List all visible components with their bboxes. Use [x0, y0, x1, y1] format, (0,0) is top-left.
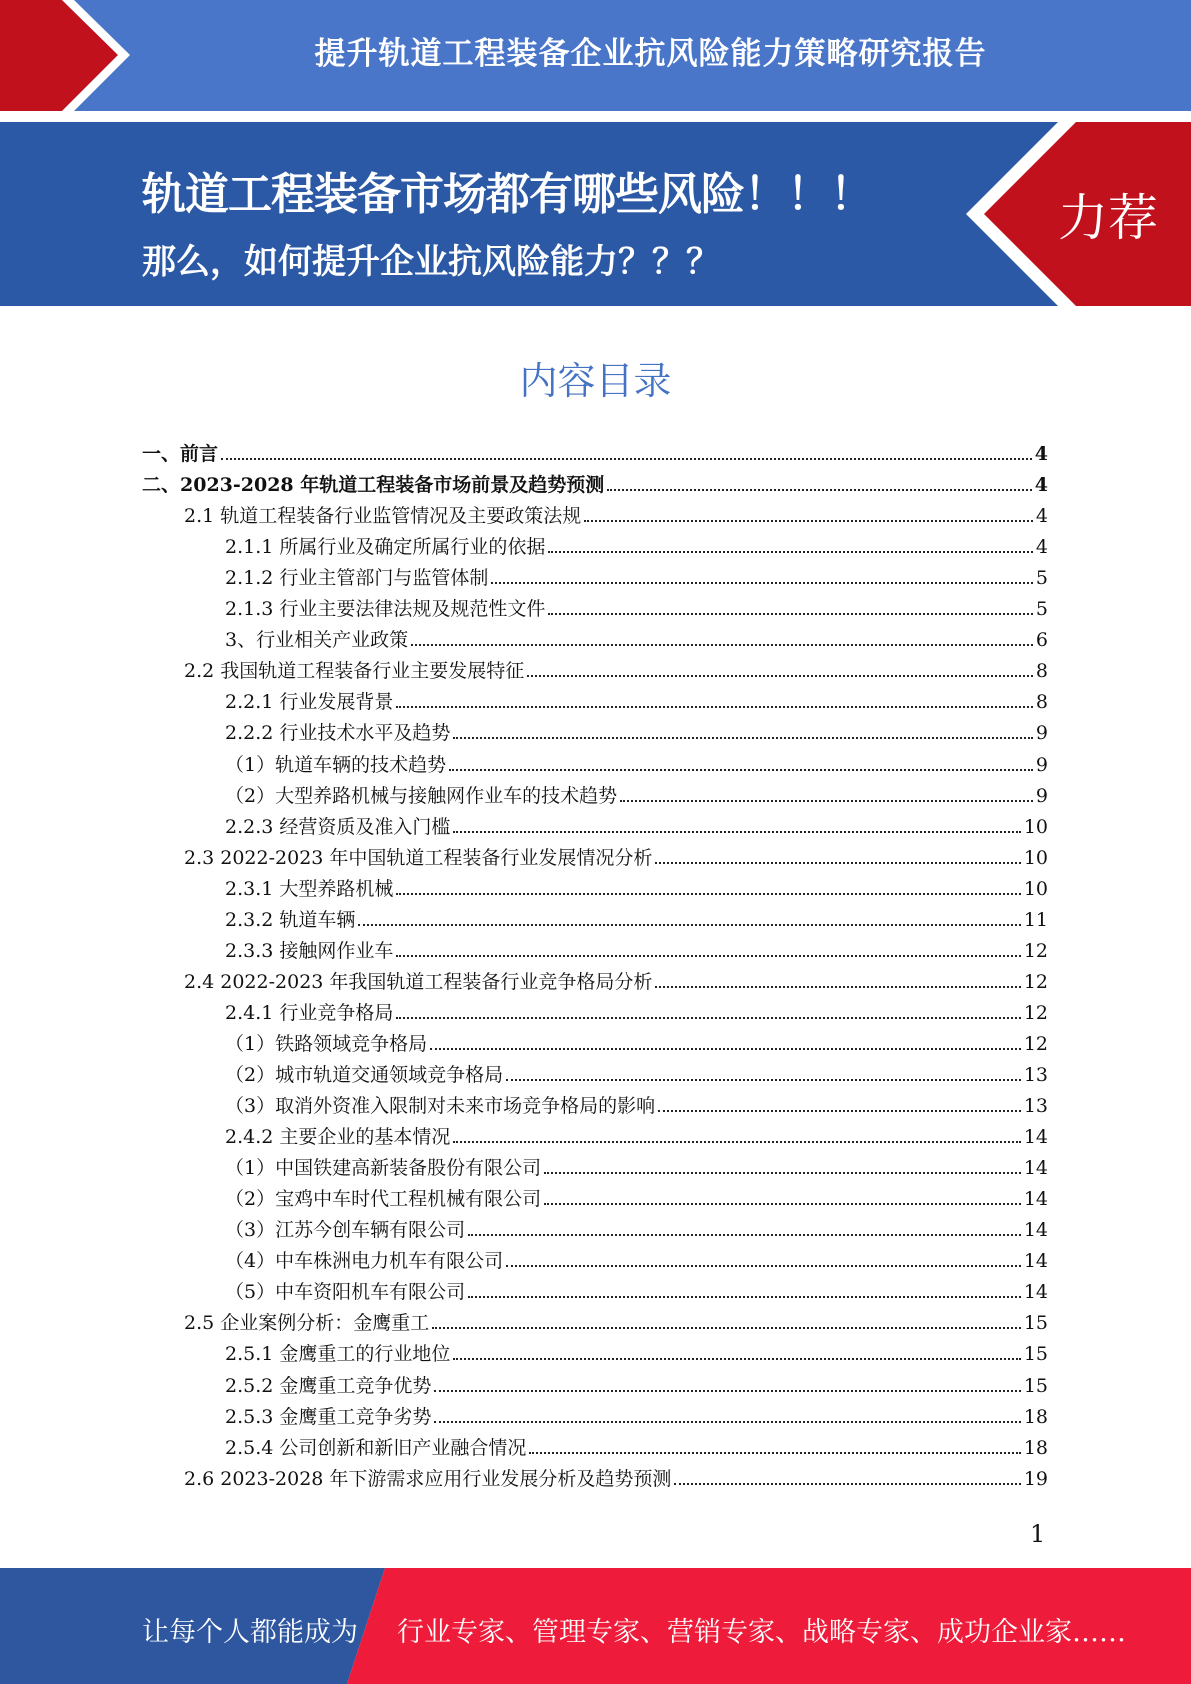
toc-entry-page: 13	[1023, 1064, 1048, 1086]
toc-entry[interactable]	[225, 682, 1048, 713]
toc-leader-dots	[411, 644, 1033, 646]
toc-entry-title: 2.5 企业案例分析：金鹰重工	[184, 1312, 430, 1335]
toc-entry[interactable]	[184, 1303, 1048, 1334]
toc-leader-dots	[358, 924, 1020, 926]
toc-entry[interactable]	[225, 1397, 1048, 1428]
toc-leader-dots	[432, 1327, 1021, 1329]
toc-entry-page: 11	[1023, 908, 1048, 931]
toc-entry-title: 2.1 轨道工程装备行业监管情况及主要政策法规	[184, 505, 582, 528]
toc-entry-title: 2.3 2022-2023 年中国轨道工程装备行业发展情况分析	[184, 846, 653, 869]
toc-entry-title: 3、行业相关产业政策	[225, 629, 409, 652]
toc-entry-page: 4	[1034, 443, 1048, 465]
toc-entry-title: 2.3.2 轨道车辆	[225, 908, 356, 931]
toc-title: 内容目录	[519, 359, 672, 403]
toc-entry-page: 12	[1023, 939, 1048, 962]
toc-entry[interactable]	[142, 434, 1048, 465]
toc-entry-title: 一、前言	[142, 443, 219, 465]
toc-entry[interactable]	[225, 776, 1048, 807]
toc-entry-title: 2.2.3 经营资质及准入门槛	[225, 815, 451, 838]
toc-leader-dots	[548, 613, 1033, 615]
toc-entry-title: （3）江苏今创车辆有限公司	[225, 1219, 466, 1242]
toc-entry-title: （1）轨道车辆的技术趋势	[225, 753, 447, 776]
toc-entry[interactable]	[225, 1272, 1048, 1303]
toc-entry[interactable]	[225, 807, 1048, 838]
toc-leader-dots	[468, 1234, 1021, 1236]
toc-entry[interactable]	[225, 527, 1048, 558]
toc-entry[interactable]	[184, 1459, 1048, 1490]
toc-entry-page: 8	[1035, 691, 1048, 714]
toc-entry-page: 15	[1023, 1343, 1048, 1366]
toc-entry[interactable]	[225, 713, 1048, 744]
toc-entry-page: 18	[1023, 1436, 1048, 1459]
toc-leader-dots	[396, 955, 1020, 957]
toc-entry-page: 8	[1035, 660, 1048, 683]
toc-leader-dots	[527, 675, 1033, 677]
toc-entry-page: 13	[1023, 1095, 1048, 1118]
toc-entry-title: 2.2.2 行业技术水平及趋势	[225, 722, 451, 745]
toc-entry-title: （2）大型养路机械与接触网作业车的技术趋势	[225, 784, 618, 807]
toc-entry-page: 15	[1023, 1374, 1048, 1397]
toc-leader-dots	[506, 1265, 1021, 1267]
toc-entry-page: 10	[1023, 815, 1048, 838]
toc-entry[interactable]	[225, 1086, 1048, 1117]
page-number: 1	[1030, 1520, 1046, 1548]
toc-entry[interactable]	[184, 651, 1048, 682]
toc-leader-dots	[468, 1296, 1021, 1298]
toc-leader-dots	[658, 1110, 1021, 1112]
toc-entry[interactable]	[225, 620, 1048, 651]
toc-leader-dots	[453, 1358, 1020, 1360]
toc-entry[interactable]	[225, 931, 1048, 962]
toc-entry[interactable]	[225, 558, 1048, 589]
toc-entry[interactable]	[225, 993, 1048, 1024]
toc-entry[interactable]	[225, 1179, 1048, 1210]
toc-entry-title: 2.1.3 行业主要法律法规及规范性文件	[225, 598, 546, 621]
toc-leader-dots	[529, 1452, 1020, 1454]
toc-entry-title: 二、2023-2028 年轨道工程装备市场前景及趋势预测	[142, 474, 605, 497]
toc-entry-page: 4	[1035, 505, 1048, 528]
toc-entry-title: 2.5.4 公司创新和新旧产业融合情况	[225, 1436, 527, 1459]
toc-entry-page: 19	[1023, 1467, 1048, 1490]
banner-headline-question: 那么，如何提升企业抗风险能力？？？	[142, 242, 720, 282]
toc-leader-dots	[620, 800, 1033, 802]
toc-entry-title: （5）中车资阳机车有限公司	[225, 1281, 466, 1304]
toc-entry-page: 6	[1035, 629, 1048, 652]
toc-entry-page: 9	[1035, 722, 1048, 745]
toc-entry-page: 12	[1023, 1032, 1048, 1055]
toc-entry-title: 2.2.1 行业发展背景	[225, 691, 394, 714]
toc-leader-dots	[544, 1172, 1021, 1174]
report-title: 提升轨道工程装备企业抗风险能力策略研究报告	[314, 36, 987, 72]
toc-entry-page: 5	[1035, 598, 1048, 621]
toc-entry-page: 12	[1023, 970, 1048, 993]
toc-entry-title: 2.2 我国轨道工程装备行业主要发展特征	[184, 660, 525, 683]
toc-leader-dots	[434, 1421, 1020, 1423]
toc-entry-page: 14	[1023, 1281, 1048, 1304]
toc-entry-page: 5	[1035, 567, 1048, 590]
toc-entry-title: （1）中国铁建高新装备股份有限公司	[225, 1157, 542, 1180]
toc-leader-dots	[544, 1203, 1021, 1205]
toc-entry[interactable]	[225, 1241, 1048, 1272]
toc-entry-page: 14	[1023, 1219, 1048, 1242]
toc-entry[interactable]	[225, 1148, 1048, 1179]
toc-entry-page: 14	[1023, 1157, 1048, 1180]
toc-leader-dots	[548, 551, 1033, 553]
toc-entry-page: 12	[1023, 1001, 1048, 1024]
toc-entry[interactable]	[225, 1024, 1048, 1055]
toc-entry-title: （4）中车株洲电力机车有限公司	[225, 1250, 504, 1273]
toc-entry-page: 14	[1023, 1188, 1048, 1211]
toc-leader-dots	[453, 831, 1020, 833]
toc-entry-page: 9	[1035, 753, 1048, 776]
toc-entry[interactable]	[225, 745, 1048, 776]
toc-entry[interactable]	[225, 900, 1048, 931]
toc-leader-dots	[584, 520, 1033, 522]
toc-entry-title: 2.1.2 行业主管部门与监管体制	[225, 567, 489, 590]
toc-entry[interactable]	[225, 1334, 1048, 1365]
toc-entry-title: （2）宝鸡中车时代工程机械有限公司	[225, 1188, 542, 1211]
toc-entry-page: 4	[1034, 474, 1048, 497]
toc-leader-dots	[453, 1141, 1020, 1143]
toc-leader-dots	[674, 1483, 1020, 1485]
toc-entry[interactable]	[225, 589, 1048, 620]
toc-entry[interactable]	[142, 465, 1048, 496]
toc-entry[interactable]	[225, 869, 1048, 900]
footer-slogan-left: 让每个人都能成为	[142, 1617, 358, 1648]
toc-entry[interactable]	[184, 496, 1048, 527]
toc-leader-dots	[453, 737, 1033, 739]
toc-entry-title: （3）取消外资准入限制对未来市场竞争格局的影响	[225, 1095, 656, 1118]
toc-entry-title: 2.5.3 金鹰重工竞争劣势	[225, 1405, 432, 1428]
toc-entry-page: 15	[1023, 1312, 1048, 1335]
toc-entry-title: 2.5.2 金鹰重工竞争优势	[225, 1374, 432, 1397]
toc-leader-dots	[430, 1048, 1021, 1050]
header-band	[0, 0, 1191, 111]
toc-entry-page: 9	[1035, 784, 1048, 807]
toc-leader-dots	[655, 986, 1020, 988]
toc-leader-dots	[449, 769, 1033, 771]
toc-entry-page: 18	[1023, 1405, 1048, 1428]
toc-entry-page: 14	[1023, 1126, 1048, 1149]
footer-slogan-right: 行业专家、管理专家、营销专家、战略专家、成功企业家……	[397, 1617, 1126, 1648]
toc-entry-page: 14	[1023, 1250, 1048, 1273]
toc-entry-page: 4	[1035, 536, 1048, 559]
toc-entry-title: 2.4.2 主要企业的基本情况	[225, 1126, 451, 1149]
toc-leader-dots	[607, 489, 1032, 491]
toc-entry-title: （1）铁路领域竞争格局	[225, 1032, 428, 1055]
toc-leader-dots	[396, 706, 1033, 708]
toc-entry-title: 2.6 2023-2028 年下游需求应用行业发展分析及趋势预测	[184, 1467, 672, 1490]
toc-entry[interactable]	[184, 962, 1048, 993]
toc-entry[interactable]	[225, 1210, 1048, 1241]
toc-entry[interactable]	[225, 1117, 1048, 1148]
toc-leader-dots	[221, 458, 1032, 460]
toc-entry-title: （2）城市轨道交通领域竞争格局	[225, 1064, 504, 1086]
toc-entry-title: 2.3.3 接触网作业车	[225, 939, 394, 962]
toc-leader-dots	[506, 1079, 1021, 1081]
toc-entry-page: 10	[1023, 877, 1048, 900]
toc-entry-title: 2.1.1 所属行业及确定所属行业的依据	[225, 536, 546, 559]
toc-leader-dots	[491, 582, 1033, 584]
toc-entry[interactable]	[225, 1366, 1048, 1397]
toc-leader-dots	[396, 1017, 1020, 1019]
toc-entry-page: 10	[1023, 846, 1048, 869]
toc-leader-dots	[655, 862, 1020, 864]
toc-entry-title: 2.5.1 金鹰重工的行业地位	[225, 1343, 451, 1366]
toc-leader-dots	[396, 893, 1020, 895]
toc-entry[interactable]	[225, 1055, 1048, 1086]
toc-leader-dots	[434, 1390, 1020, 1392]
red-arrow-decoration	[0, 0, 160, 111]
banner-headline-risks: 轨道工程装备市场都有哪些风险！！！	[142, 169, 873, 220]
recommend-badge: 力荐	[1058, 189, 1158, 247]
toc-entry[interactable]	[184, 838, 1048, 869]
toc-entry-title: 2.4.1 行业竞争格局	[225, 1001, 394, 1024]
toc-entry-title: 2.4 2022-2023 年我国轨道工程装备行业竞争格局分析	[184, 970, 653, 993]
toc-entry-title: 2.3.1 大型养路机械	[225, 877, 394, 900]
toc-entry[interactable]	[225, 1428, 1048, 1459]
